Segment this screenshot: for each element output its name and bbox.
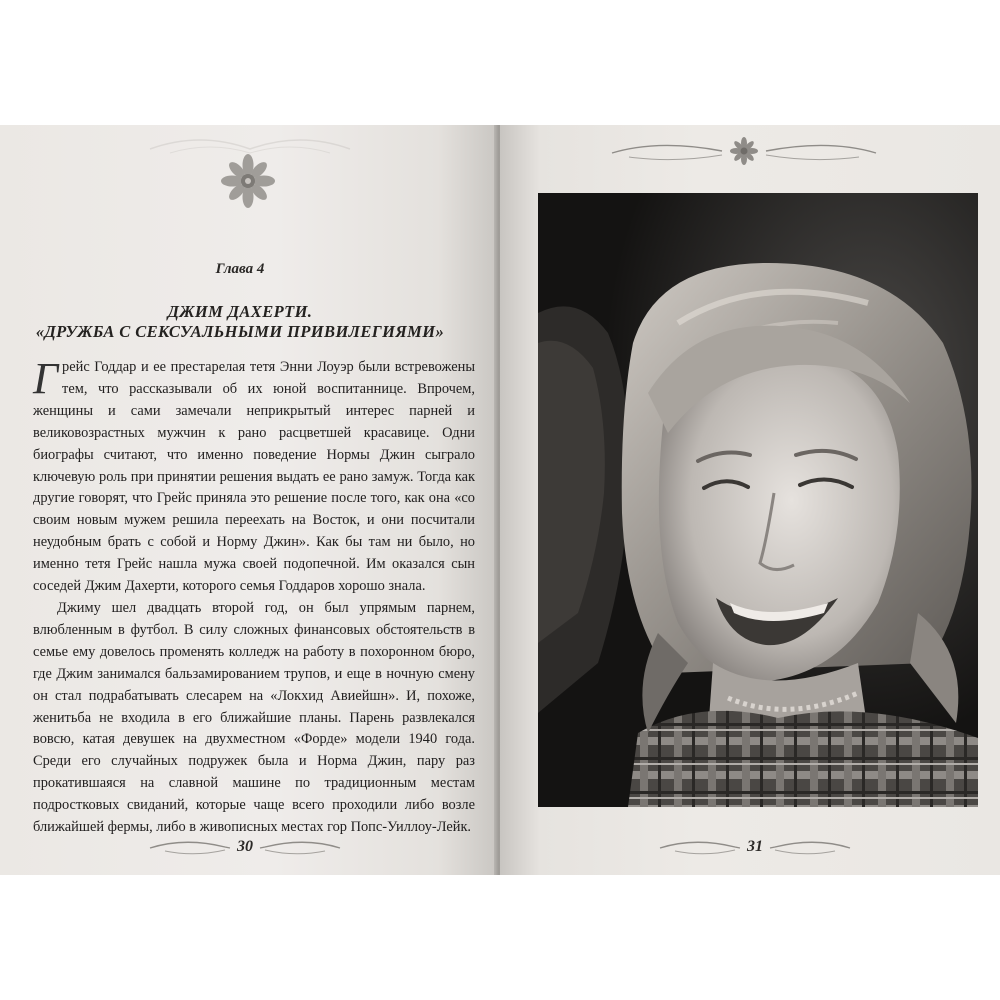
- flower-ornament-icon: [218, 151, 278, 211]
- page-number-right: 31: [747, 838, 763, 855]
- chapter-title-line2: «ДРУЖБА С СЕКСУАЛЬНЫМИ ПРИВИЛЕГИЯМИ»: [35, 322, 445, 341]
- open-book: [0, 125, 1000, 875]
- chapter-title-line1: ДЖИМ ДАХЕРТИ.: [167, 302, 313, 321]
- left-page: [0, 125, 498, 875]
- top-ornament-right-icon: [604, 133, 884, 167]
- page-number-left: 30: [237, 838, 253, 855]
- portrait-photo-image: [538, 193, 978, 807]
- paragraph-1: [33, 354, 475, 598]
- portrait-photo: [538, 193, 978, 807]
- paragraph-2: Джиму шел двадцать второй год, он был упрямым парнем, влюбленным в футбол. В силу сложных финансовых обстоятельств в семье ему довелось променять колледж на работу в похоронном бюро, где Джим занимался бальзамированием трупов, и еще в ночную смену он стал подрабатывать слесарем на «Локхид Авиейшн». И, похоже, женитьба не входила в его ближайшие планы. Парень развлекался вовсю, катая девушек на двухместном «Форде» модели 1940 года. Среди его случайных подружек была и Норма Джин, пару раз прокатившаяся на славной машине по традиционным местам подростковых свиданий, которые чаще всего проходили либо возле ближайшей фермы, либо в живописных местах гор Попс-Уиллоу-Лейк.: [33, 599, 475, 836]
- body-text: [33, 354, 475, 839]
- drop-cap: Г: [33, 354, 59, 403]
- right-page: [500, 125, 1000, 875]
- paragraph-1-text: рейс Годдар и ее престарелая тетя Энни Лоуэр были встревожены тем, что рассказывали об их юной воспитаннице. Впрочем, женщины и сами замечали неприкрытый интерес парней и великовозрастных мужчин к рано расцветшей красавице. Одни биографы считают, что именно поведение Нормы Джин сыграло ключевую роль при принятии решения выдать ее рано замуж. Тогда как другие говорят, что Грейс приняла это решение после того, как она «со своим новым мужем решила переехать на Восток, и они посчитали неудобным брать с собой и Норму Джин». Как бы там ни было, но именно тетя Грейс нашла мужа своей подопечной. Им оказался сын соседей Джим Дахерти, которого семья Годдаров хорошо знала.: [33, 359, 475, 595]
- chapter-label: Глава 4: [215, 261, 265, 277]
